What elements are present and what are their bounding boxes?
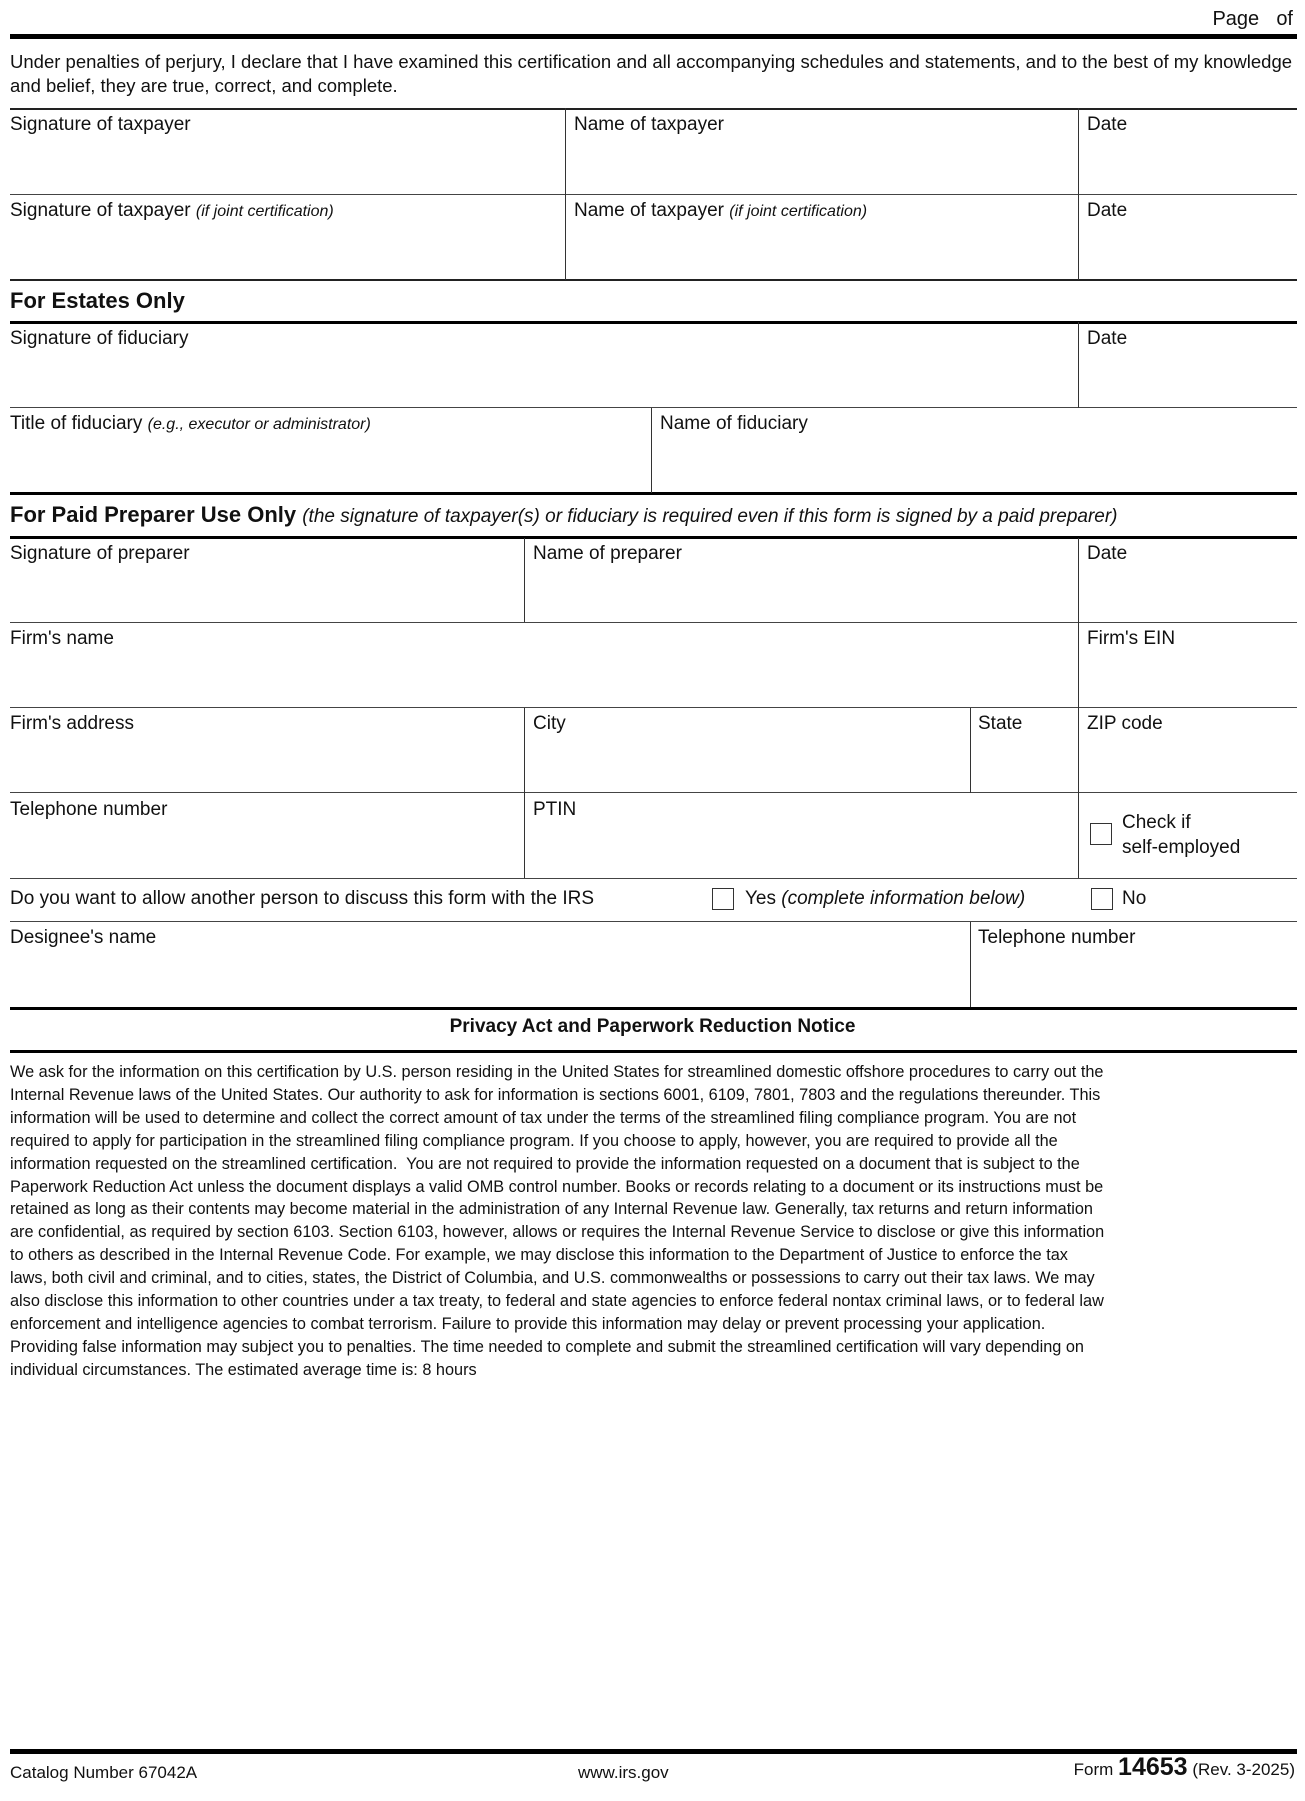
divider — [524, 538, 525, 622]
privacy-line: information will be used to determine and collect the correct amount of tax under the terms of the streamlined filing compliance program. You are not — [10, 1108, 1077, 1127]
self-employed-line2: self-employed — [1122, 837, 1241, 858]
ptin-label: PTIN — [533, 799, 577, 820]
rule — [10, 108, 1297, 110]
designee-telephone-field[interactable] — [978, 953, 1293, 1003]
firm-address-field[interactable] — [10, 740, 518, 788]
rule — [10, 279, 1297, 281]
preparer-heading — [10, 502, 1118, 528]
divider — [565, 108, 566, 280]
website-link[interactable]: www.irs.gov — [578, 1763, 669, 1782]
rule — [10, 407, 1297, 408]
rule — [10, 321, 1297, 324]
yes-text: Yes — [745, 888, 776, 909]
joint-name-label — [574, 200, 867, 223]
privacy-heading: Privacy Act and Paperwork Reduction Notice — [449, 1016, 856, 1037]
preparer-signature-field[interactable] — [10, 570, 518, 618]
self-employed-checkbox[interactable] — [1090, 823, 1112, 845]
divider — [524, 708, 525, 878]
form-revision: (Rev. 3-2025) — [1192, 1760, 1295, 1779]
rule — [10, 536, 1297, 539]
joint-note: (if joint certification) — [195, 203, 334, 220]
firm-ein-field[interactable] — [1087, 655, 1292, 703]
form-prefix: Form — [1073, 1760, 1114, 1779]
rule — [10, 622, 1297, 623]
firm-ein-label: Firm's EIN — [1087, 628, 1176, 649]
taxpayer-name-label: Name of taxpayer — [574, 114, 724, 135]
state-label: State — [978, 713, 1023, 734]
page-label: Page — [1212, 8, 1260, 30]
bottom-rule — [10, 1749, 1297, 1754]
joint-signature-field[interactable] — [10, 226, 560, 276]
preparer-name-field[interactable] — [533, 570, 1073, 618]
designee-question: Do you want to allow another person to discuss this form with the IRS — [10, 888, 594, 909]
page-number-label — [1212, 8, 1293, 30]
privacy-line: are confidential, as required by section 6103. Section 6103, however, allows or requires the Internal Revenue Service to disclose or give this information — [10, 1223, 1105, 1242]
privacy-line: Providing false information may subject you to penalties. The time needed to complete and submit the streamlined certification will vary depending on — [10, 1337, 1084, 1356]
zip-label: ZIP code — [1087, 713, 1163, 734]
taxpayer-date-label: Date — [1087, 114, 1128, 135]
rule — [10, 1050, 1297, 1053]
top-rule — [10, 34, 1297, 39]
privacy-notice — [10, 1061, 1297, 1382]
fiduciary-date-label: Date — [1087, 328, 1128, 349]
divider — [1078, 108, 1079, 280]
rule — [10, 194, 1297, 195]
catalog-number: Catalog Number 67042A — [10, 1763, 198, 1782]
designee-no-checkbox[interactable] — [1091, 888, 1113, 910]
divider — [1078, 322, 1079, 408]
privacy-line: to others as described in the Internal Revenue Code. For example, we may disclose this information to the Department of Justice to enforce the tax — [10, 1246, 1068, 1265]
fiduciary-name-label: Name of fiduciary — [660, 413, 808, 434]
taxpayer-date-field[interactable] — [1087, 140, 1292, 190]
privacy-line: information requested on the streamlined certification. You are not required to provide the information requested on a document that is subject to the — [10, 1154, 1080, 1173]
estates-heading: For Estates Only — [10, 288, 185, 313]
privacy-line: retained as long as their contents may become material in the administration of any Internal Revenue law. Generally, tax returns and return information — [10, 1200, 1093, 1219]
fiduciary-name-field[interactable] — [660, 440, 1290, 490]
form-number: 14653 — [1118, 1753, 1188, 1781]
designee-yes-label — [745, 888, 1025, 910]
preparer-signature-label: Signature of preparer — [10, 543, 190, 564]
firm-address-label: Firm's address — [10, 713, 134, 734]
self-employed-line1: Check if — [1122, 812, 1191, 833]
firm-name-field[interactable] — [10, 655, 1070, 703]
designee-no-label: No — [1122, 888, 1147, 909]
divider — [970, 708, 971, 793]
privacy-line: Internal Revenue laws of the United States. Our authority to ask for information is sections 6001, 6109, 7801, 7803 and the regulations thereunder. This — [10, 1085, 1101, 1104]
rule — [10, 707, 1297, 708]
fiduciary-title-text: Title of fiduciary — [10, 413, 143, 434]
firm-name-label: Firm's name — [10, 628, 114, 649]
taxpayer-name-field[interactable] — [574, 140, 1074, 190]
joint-date-field[interactable] — [1087, 226, 1292, 276]
preparer-date-field[interactable] — [1087, 570, 1292, 618]
rule — [10, 492, 1297, 495]
joint-date-label: Date — [1087, 200, 1128, 221]
of-label: of — [1276, 8, 1293, 30]
fiduciary-signature-label: Signature of fiduciary — [10, 328, 189, 349]
divider — [970, 922, 971, 1008]
joint-note: (if joint certification) — [729, 203, 868, 220]
taxpayer-signature-field[interactable] — [10, 140, 560, 190]
fiduciary-signature-field[interactable] — [10, 354, 1070, 404]
privacy-line: Paperwork Reduction Act unless the document displays a valid OMB control number. Books or records relating to a document or its instructions must be — [10, 1177, 1104, 1196]
joint-name-text: Name of taxpayer — [574, 200, 724, 221]
fiduciary-date-field[interactable] — [1087, 354, 1292, 404]
perjury-declaration: Under penalties of perjury, I declare that I have examined this certification and all accompanying schedules and statements, and to the best of my knowledge and belief, they are true, correct, and complete. — [10, 51, 1293, 96]
privacy-line: We ask for the information on this certification by U.S. person residing in the United States for streamlined domestic offshore procedures to carry out the — [10, 1063, 1104, 1081]
designee-telephone-label: Telephone number — [978, 927, 1136, 948]
designee-yes-checkbox[interactable] — [712, 888, 734, 910]
privacy-line: required to apply for participation in the streamlined filing compliance program. If you choose to apply, however, you are required to provide all the — [10, 1131, 1058, 1150]
state-field[interactable] — [978, 740, 1073, 788]
preparer-telephone-label: Telephone number — [10, 799, 168, 820]
preparer-date-label: Date — [1087, 543, 1128, 564]
designee-name-field[interactable] — [10, 953, 962, 1003]
preparer-heading-text: For Paid Preparer Use Only — [10, 502, 297, 527]
divider — [651, 408, 652, 493]
joint-name-field[interactable] — [574, 226, 1074, 276]
privacy-line: also disclose this information to other countries under a tax treaty, to federal and state agencies to enforce federal nontax criminal laws, or to federal law — [10, 1292, 1104, 1311]
joint-signature-label — [10, 200, 334, 223]
preparer-telephone-field[interactable] — [10, 825, 518, 873]
joint-signature-text: Signature of taxpayer — [10, 200, 191, 221]
zip-field[interactable] — [1087, 740, 1292, 788]
preparer-heading-note: (the signature of taxpayer(s) or fiduciary is required even if this form is signed by a paid preparer) — [302, 506, 1118, 527]
rule — [10, 1007, 1297, 1010]
self-employed-label — [1122, 810, 1240, 860]
privacy-line: individual circumstances. The estimated average time is: 8 hours — [10, 1360, 477, 1379]
rule — [10, 878, 1297, 879]
privacy-line: laws, both civil and criminal, and to cities, states, the District of Columbia, and U.S. commonwealths or possessions to carry out their tax laws. We may — [10, 1269, 1095, 1288]
city-field[interactable] — [533, 740, 963, 788]
fiduciary-title-note: (e.g., executor or administrator) — [147, 416, 371, 433]
taxpayer-signature-label: Signature of taxpayer — [10, 114, 191, 135]
rule — [10, 792, 1297, 793]
fiduciary-title-field[interactable] — [10, 440, 645, 490]
city-label: City — [533, 713, 566, 734]
designee-name-label: Designee's name — [10, 927, 157, 948]
fiduciary-title-label — [10, 413, 371, 436]
ptin-field[interactable] — [533, 825, 1073, 873]
yes-note: (complete information below) — [781, 888, 1026, 909]
divider — [1078, 538, 1079, 878]
form-id — [1073, 1753, 1295, 1781]
preparer-name-label: Name of preparer — [533, 543, 682, 564]
privacy-line: enforcement and intelligence agencies to combat terrorism. Failure to provide this information may delay or prevent processing your application. — [10, 1314, 1046, 1333]
rule — [10, 921, 1297, 922]
